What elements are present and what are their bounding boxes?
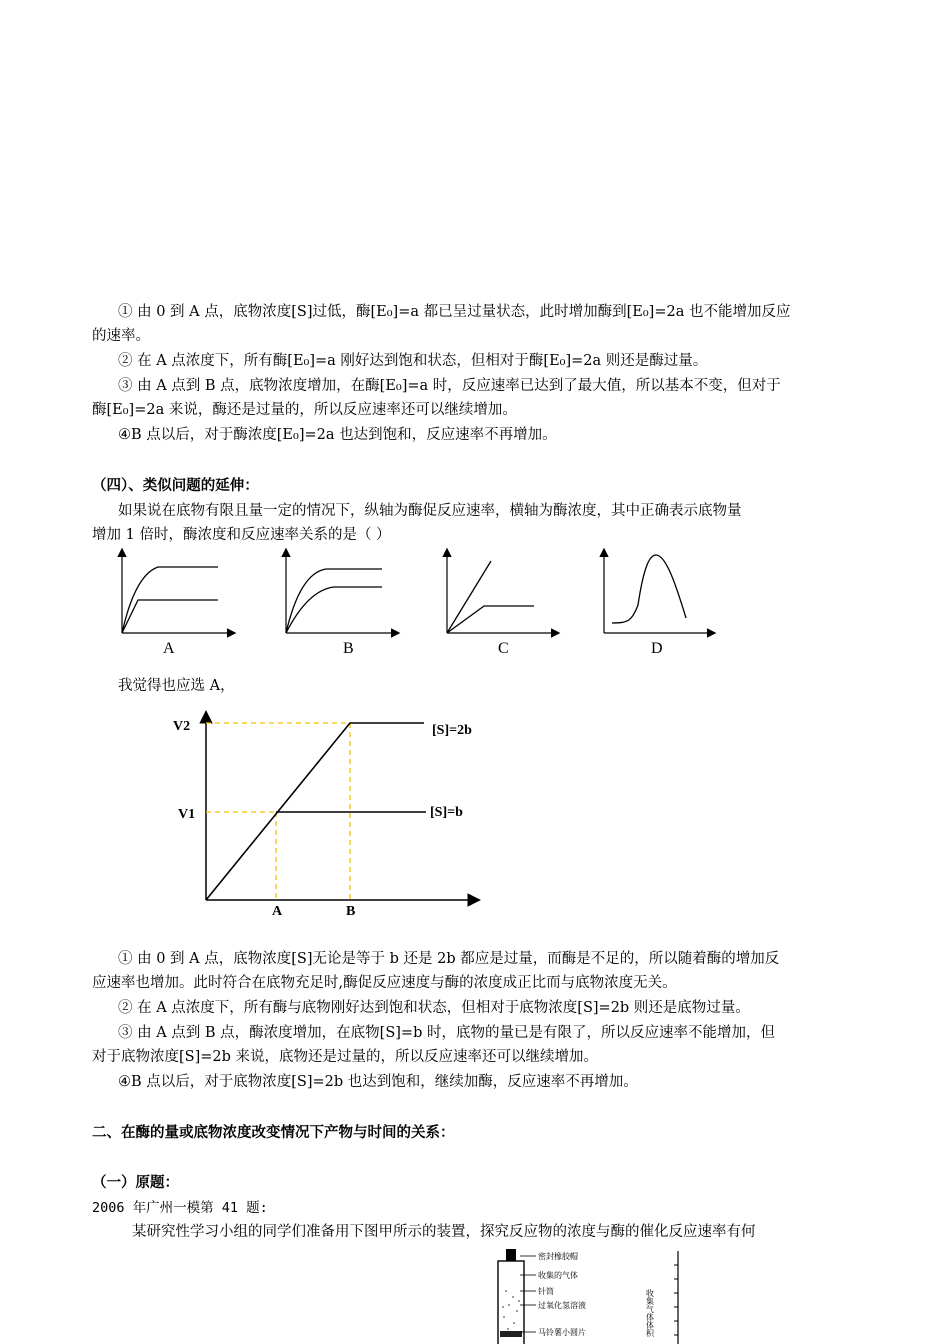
option-a-graph bbox=[122, 550, 234, 633]
paragraph-line: 酶[E₀]=2a 来说，酶还是过量的，所以反应速率还可以继续增加。 bbox=[92, 402, 517, 418]
apparatus-diagram bbox=[480, 1245, 700, 1344]
apparatus-label: 过氧化氢溶液 bbox=[538, 1301, 586, 1310]
option-label: B bbox=[343, 640, 354, 657]
paragraph-line: ① 由 0 到 A 点，底物浓度[S]过低，酶[E₀]=a 都已呈过量状态，此时增加酶到[E₀]=2a 也不能增加反应 bbox=[118, 304, 791, 320]
series-label-2b: [S]=2b bbox=[432, 723, 472, 738]
x-tick-label-a: A bbox=[272, 904, 283, 919]
paragraph-line: 的速率。 bbox=[92, 328, 150, 344]
option-label: D bbox=[651, 640, 663, 657]
section-heading: 二、在酶的量或底物浓度改变情况下产物与时间的关系： bbox=[92, 1125, 455, 1141]
option-d-graph bbox=[604, 550, 714, 633]
question-line: 增加 1 倍时，酶浓度和反应速率关系的是（ ） bbox=[92, 527, 391, 543]
answer-note: 我觉得也应选 A， bbox=[118, 678, 235, 694]
option-b-graph bbox=[286, 550, 398, 633]
apparatus-label: 针筒 bbox=[538, 1287, 554, 1296]
x-tick-label-b: B bbox=[346, 904, 356, 919]
paragraph-line: 对于底物浓度[S]=2b 来说，底物还是过量的，所以反应速率还可以继续增加。 bbox=[92, 1049, 599, 1065]
subsection-heading: （一）原题： bbox=[92, 1175, 179, 1191]
source-line: 2006 年广州一模第 41 题: bbox=[92, 1200, 268, 1216]
y-tick-label-v2: V2 bbox=[173, 719, 191, 734]
apparatus-label: 密封橡胶帽 bbox=[538, 1252, 578, 1261]
option-label: C bbox=[498, 640, 509, 657]
paragraph-line: ① 由 0 到 A 点，底物浓度[S]无论是等于 b 还是 2b 都应是过量，而酶是不足的，所以随着酶的增加反 bbox=[118, 951, 780, 967]
paragraph-line: ④B 点以后，对于底物浓度[S]=2b 也达到饱和，继续加酶，反应速率不再增加。 bbox=[118, 1074, 638, 1090]
paragraph-line: ③ 由 A 点到 B 点，酶浓度增加，在底物[S]=b 时，底物的量已是有限了，所以反应速率不能增加，但 bbox=[118, 1025, 775, 1041]
apparatus-label: 收集的气体 bbox=[538, 1271, 578, 1280]
paragraph-line: 应速率也增加。此时符合在底物充足时,酶促反应速度与酶的浓度成正比而与底物浓度无关。 bbox=[92, 975, 677, 991]
section-heading: （四）、类似问题的延伸： bbox=[92, 478, 259, 494]
series-label-b: [S]=b bbox=[430, 805, 463, 820]
question-line: 如果说在底物有限且量一定的情况下，纵轴为酶促反应速率，横轴为酶浓度，其中正确表示底物量 bbox=[118, 503, 742, 519]
apparatus-label: 马铃薯小圆片 bbox=[538, 1328, 586, 1337]
option-label: A bbox=[163, 640, 175, 657]
paragraph-line: ③ 由 A 点到 B 点，底物浓度增加，在酶[E₀]=a 时，反应速率已达到了最大值，所以基本不变，但对于 bbox=[118, 378, 781, 394]
paragraph-line: ④B 点以后，对于酶浓度[E₀]=2a 也达到饱和，反应速率不再增加。 bbox=[118, 427, 557, 443]
paragraph-line: 某研究性学习小组的同学们准备用下图甲所示的装置，探究反应物的浓度与酶的催化反应速率有何 bbox=[132, 1224, 756, 1240]
option-graphs bbox=[110, 545, 750, 645]
option-c-graph bbox=[447, 550, 558, 633]
paragraph-line: ② 在 A 点浓度下，所有酶[E₀]=a 刚好达到饱和状态，但相对于酶[E₀]=2a 则还是酶过量。 bbox=[118, 353, 708, 369]
enzyme-rate-chart bbox=[170, 705, 490, 930]
paragraph-line: ② 在 A 点浓度下，所有酶与底物刚好达到饱和状态，但相对于底物浓度[S]=2b 则还是底物过量。 bbox=[118, 1000, 750, 1016]
y-tick-label-v1: V1 bbox=[178, 807, 196, 822]
y-axis-label: 收集气体体积 bbox=[645, 1289, 655, 1337]
